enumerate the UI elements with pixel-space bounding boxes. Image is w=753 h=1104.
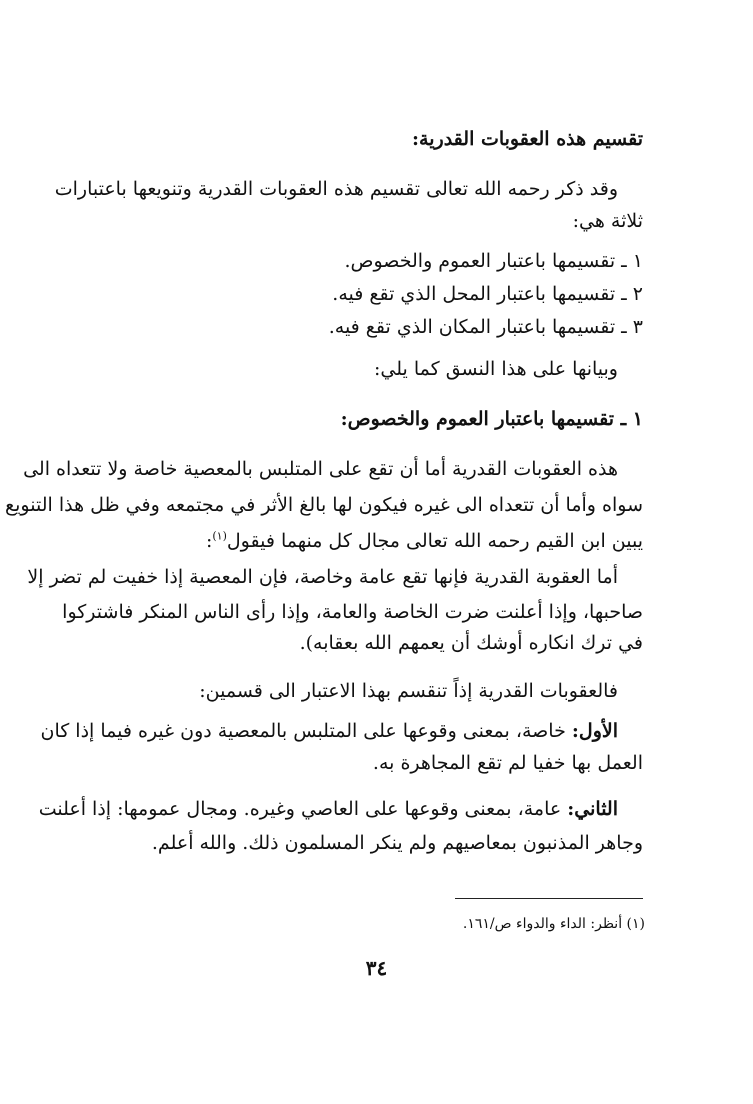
first-type-label: الأول:: [571, 720, 618, 742]
transition-line: وبيانها على هذا النسق كما يلي:: [374, 358, 618, 380]
second-type-label: الثاني:: [567, 798, 618, 820]
quote-line-2: صاحبها، وإذا أعلنت ضرت الخاصة والعامة، وإذا رأى الناس المنكر فاشتركوا: [62, 601, 643, 623]
first-type-text: خاصة، بمعنى وقوعها على المتلبس بالمعصية دون غيره فيما إذا كان: [40, 720, 566, 742]
footnote-divider: [455, 898, 643, 899]
paragraph-1-line-3-text: يبين ابن القيم رحمه الله تعالى مجال كل منهما فيقول: [226, 530, 643, 552]
paragraph-1-line-1: هذه العقوبات القدرية أما أن تقع على المتلبس بالمعصية خاصة ولا تتعداه الى: [23, 458, 618, 480]
section-heading: تقسيم هذه العقوبات القدرية:: [412, 128, 643, 150]
list-item-2: ٢ ـ تقسيمها باعتبار المحل الذي تقع فيه.: [332, 283, 643, 305]
paragraph-1-line-3: [108, 526, 643, 556]
first-type-line-1: [40, 716, 618, 746]
second-type-line-2: وجاهر المذنبون بمعاصيهم ولم ينكر المسلمون ذلك. والله أعلم.: [151, 832, 643, 854]
paragraph-1-line-2: سواه وأما أن تتعداه الى غيره فيكون لها بالغ الأثر في مجتمعه وفي ظل هذا التنويع: [5, 494, 643, 516]
subsection-heading: ١ ـ تقسيمها باعتبار العموم والخصوص:: [340, 408, 643, 430]
second-type-text: عامة، بمعنى وقوعها على العاصي وغيره. ومجال عمومها: إذا أعلنت: [38, 798, 562, 820]
list-item-3: ٣ ـ تقسيمها باعتبار المكان الذي تقع فيه.: [328, 316, 643, 338]
intro-line-1: وقد ذكر رحمه الله تعالى تقسيم هذه العقوبات القدرية وتنويعها باعتبارات: [54, 178, 618, 200]
paragraph-2: فالعقوبات القدرية إذاً تنقسم بهذا الاعتبار الى قسمين:: [199, 680, 618, 702]
intro-line-2: ثلاثة هي:: [572, 210, 643, 232]
footnote: (١) أنظر: الداء والدواء ص/١٦١.: [462, 916, 645, 932]
page-number: ٣٤: [365, 956, 388, 980]
first-type-line-2: العمل بها خفيا لم تقع المجاهرة به.: [372, 752, 643, 774]
quote-line-3: في ترك انكاره أوشك أن يعمهم الله بعقابه).: [299, 632, 643, 654]
paragraph-1-line-3-end: :: [205, 530, 213, 552]
quote-line-1: أما العقوبة القدرية فإنها تقع عامة وخاصة، فإن المعصية إذا خفيت لم تضر إلا: [27, 566, 618, 588]
list-item-1: ١ ـ تقسيمها باعتبار العموم والخصوص.: [344, 250, 643, 272]
second-type-line-1: [38, 794, 618, 824]
footnote-reference: (١): [212, 529, 227, 543]
